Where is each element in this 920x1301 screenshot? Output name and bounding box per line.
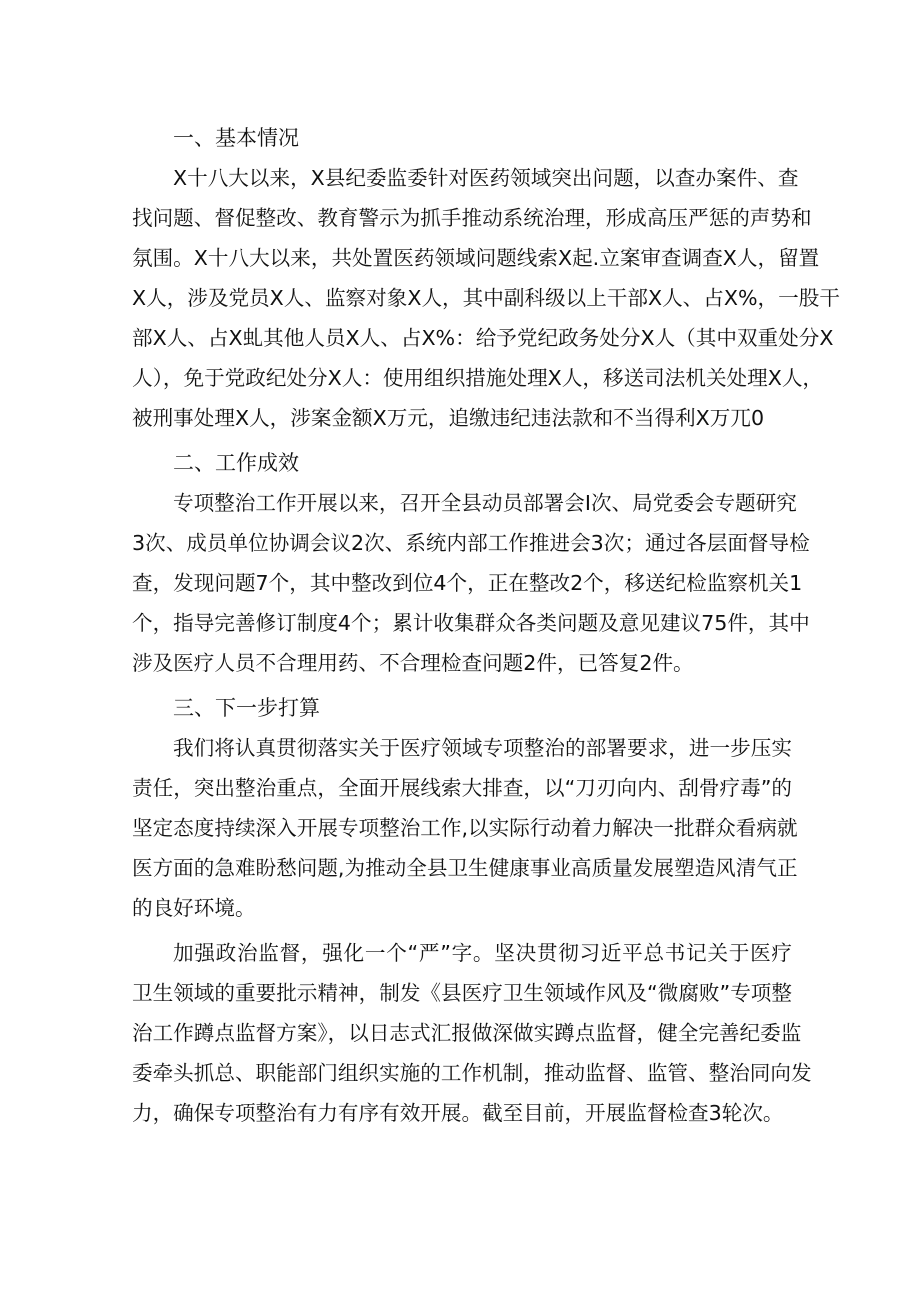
paragraph-line: 责任，突出整治重点，全面开展线索大排查，以“刀刃向内、刮骨疗毒”的 <box>132 776 792 800</box>
document-body <box>132 118 840 1138</box>
paragraph-line: 坚定态度持续深入开展专项整治工作,以实际行动着力解决一批群众看病就 <box>132 816 798 840</box>
paragraph-line: 涉及医疗人员不合理用药、不合理检查问题2件，已答复2件。 <box>132 651 694 675</box>
paragraph-line: 专项整治工作开展以来，召开全县动员部署会I次、局党委会专题研究 <box>173 491 797 515</box>
paragraph <box>132 728 798 928</box>
paragraph-line: 部X人、占X虬其他人员X人、占X%：给予党纪政务处分X人（其中双重处分X <box>132 326 834 350</box>
paragraph-line: 加强政治监督，强化一个“严”字。坚决贯彻习近平总书记关于医疗 <box>173 941 792 965</box>
paragraph-line: 卫生领域的重要批示精神，制发《县医疗卫生领域作风及“微腐败”专项整 <box>132 981 792 1005</box>
paragraph <box>132 933 812 1133</box>
section-heading: 二、工作成效 <box>173 451 299 475</box>
paragraph-line: 治工作蹲点监督方案》，以日志式汇报做深做实蹲点监督，健全完善纪委监 <box>132 1021 802 1045</box>
paragraph-line: 的良好环境。 <box>132 896 256 920</box>
paragraph-line: 个，指导完善修订制度4个；累计收集群众各类问题及意见建议75件，其中 <box>132 611 810 635</box>
paragraph-line: X人，涉及党员X人、监察对象X人，其中副科级以上干部X人、占X%，一股干 <box>132 286 840 310</box>
paragraph-line: 找问题、督促整改、教育警示为抓手推动系统治理，形成高压严惩的声势和 <box>132 206 812 230</box>
paragraph-line: 查，发现问题7个，其中整改到位4个，正在整改2个，移送纪检监察机关1 <box>132 571 803 595</box>
paragraph <box>132 483 810 683</box>
paragraph-line: 被刑事处理X人，涉案金额X万元，追缴违纪违法款和不当得利X万兀0 <box>132 406 765 430</box>
paragraph-line: 3次、成员单位协调会议2次、系统内部工作推进会3次；通过各层面督导检 <box>132 531 810 555</box>
paragraph-line: 委牵头抓总、职能部门组织实施的工作机制，推动监督、监管、整治同向发 <box>132 1061 812 1085</box>
paragraph-line: 我们将认真贯彻落实关于医疗领域专项整治的部署要求，进一步压实 <box>173 736 792 760</box>
section-heading: 一、基本情况 <box>173 126 299 150</box>
paragraph-line: 氛围。X十八大以来，共处置医药领域问题线索X起.立案审查调查X人，留置 <box>132 246 820 270</box>
section-heading: 三、下一步打算 <box>173 696 320 720</box>
paragraph-line: 人），免于党政纪处分X人：使用组织措施处理X人，移送司法机关处理X人， <box>132 366 824 390</box>
paragraph-line: X十八大以来，X县纪委监委针对医药领域突出问题，以查办案件、查 <box>173 166 799 190</box>
paragraph-line: 力，确保专项整治有力有序有效开展。截至目前，开展监督检查3轮次。 <box>132 1101 784 1125</box>
paragraph-line: 医方面的急难盼愁问题,为推动全县卫生健康事业高质量发展塑造风清气正 <box>132 856 798 880</box>
paragraph <box>132 158 840 438</box>
